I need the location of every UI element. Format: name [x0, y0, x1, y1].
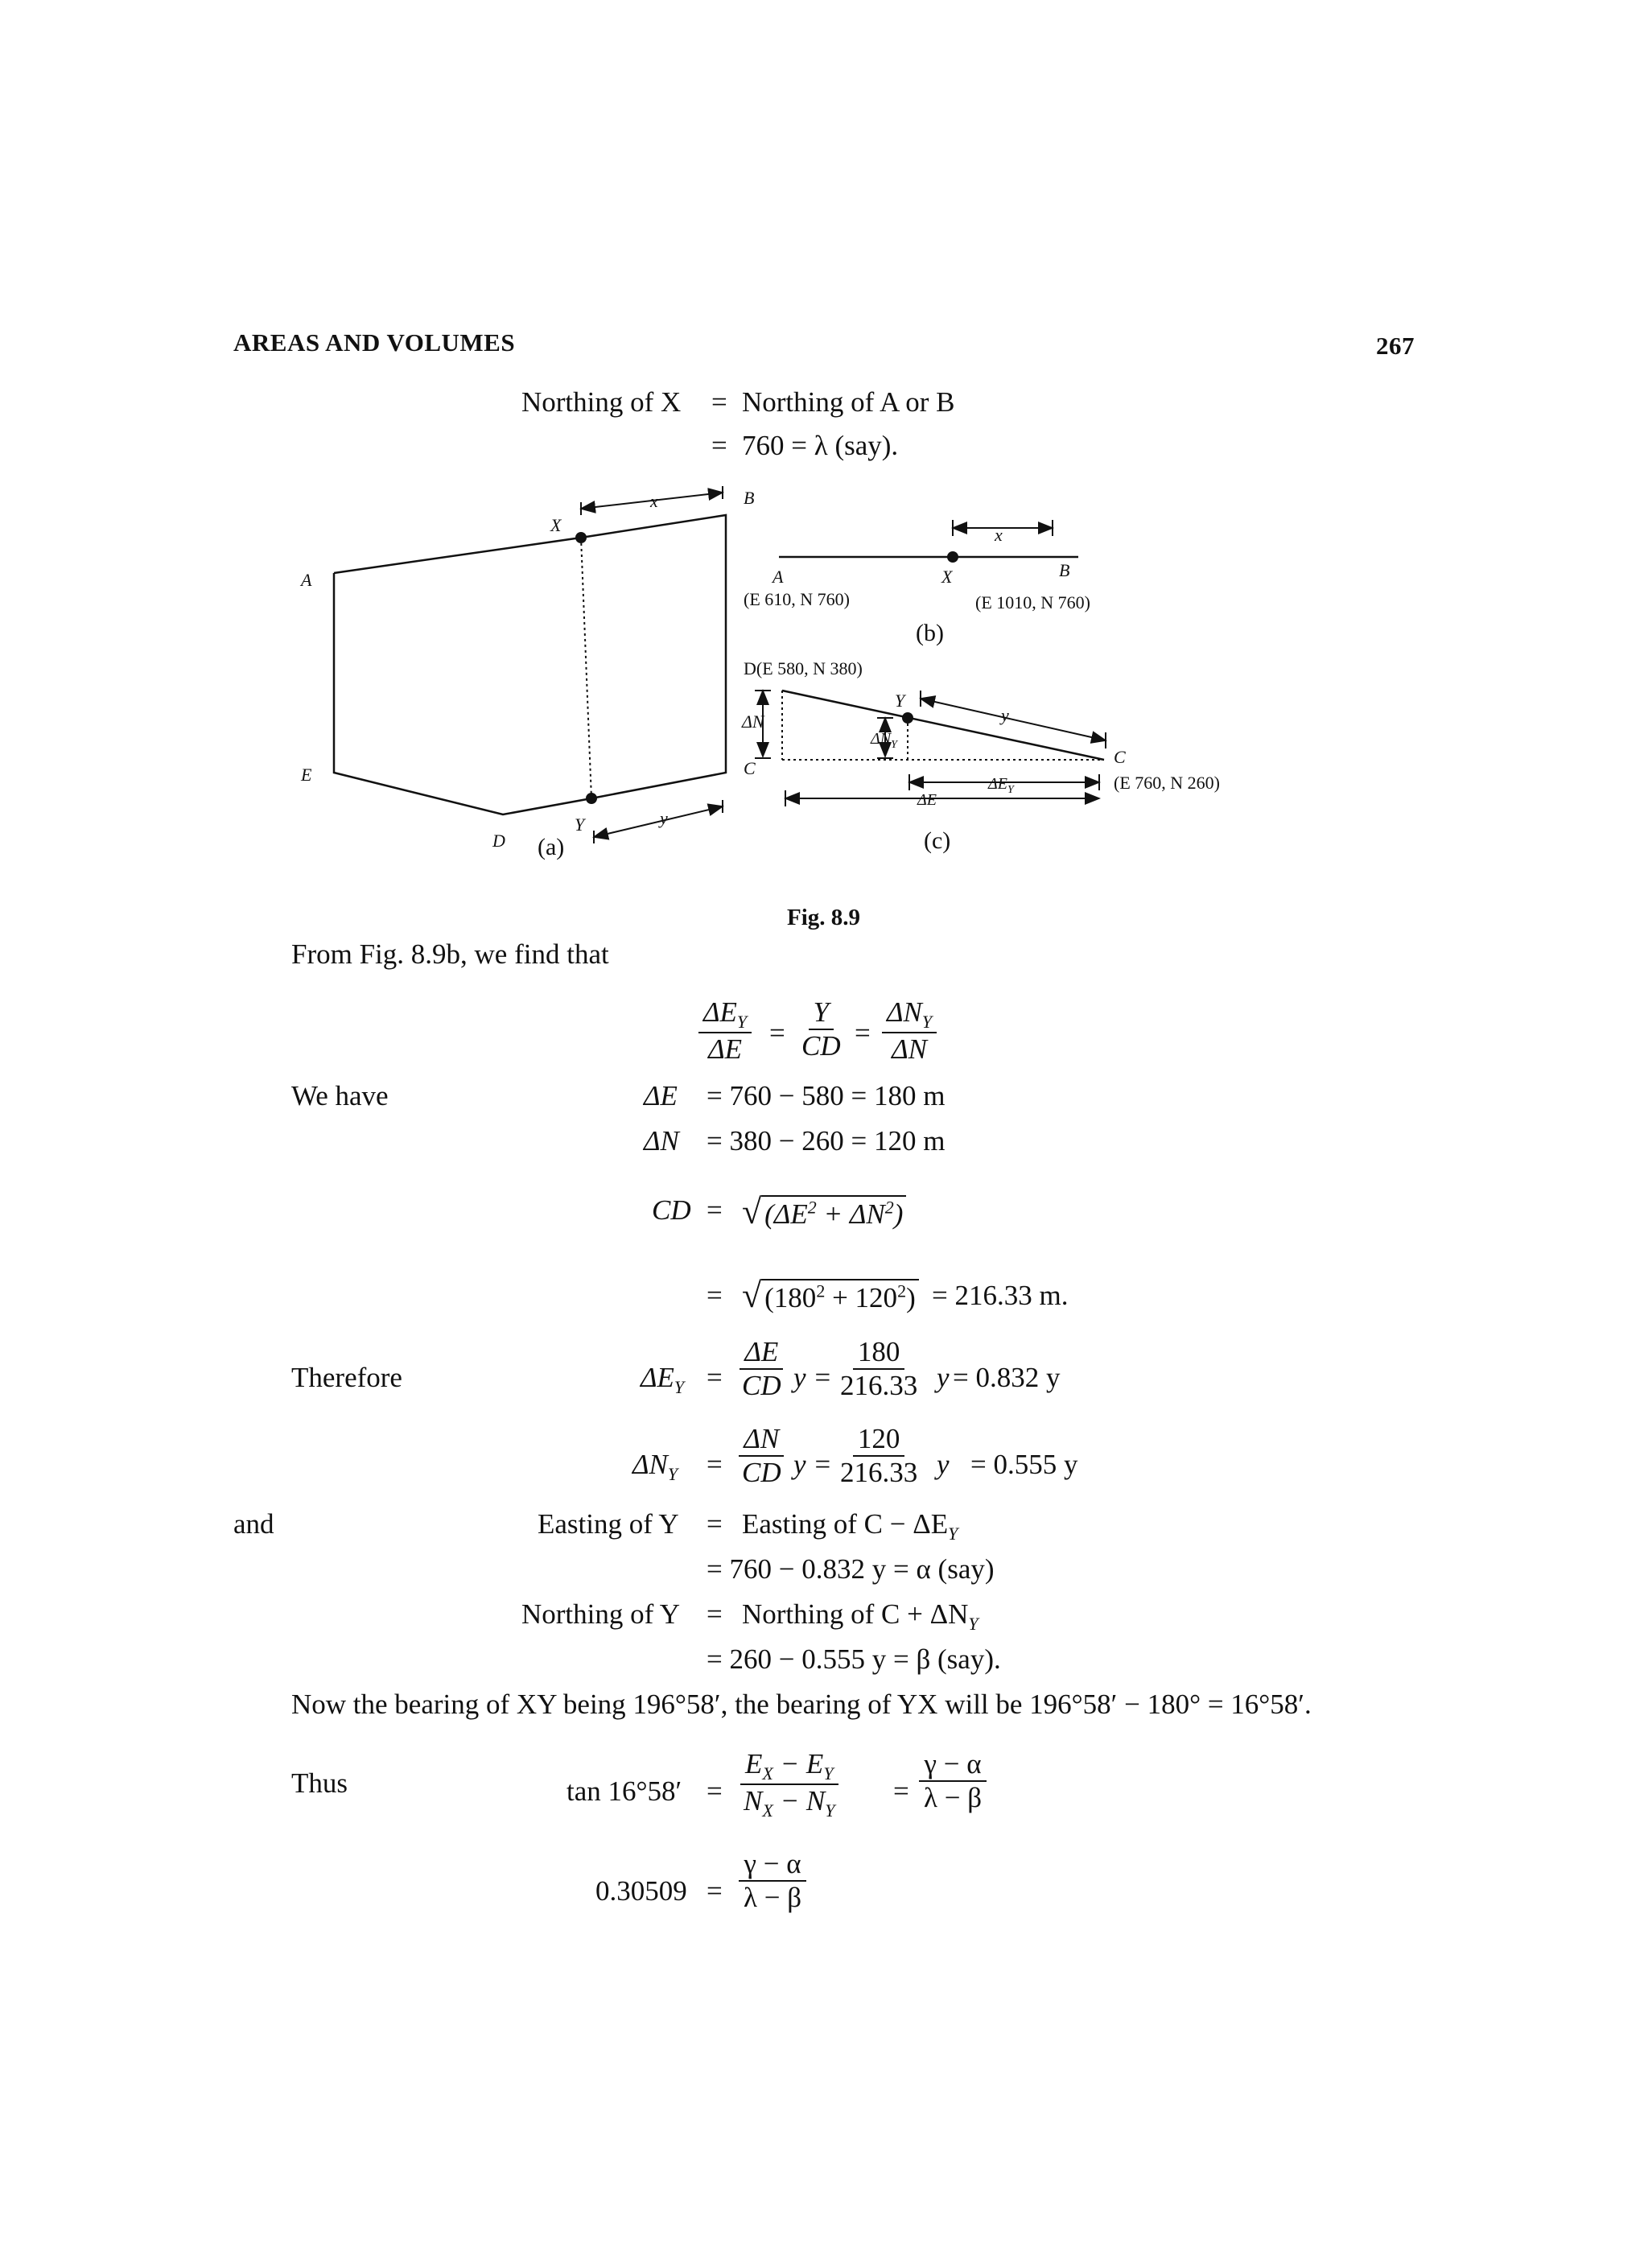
label-b: B [744, 488, 755, 508]
equals-sign: = [711, 386, 727, 418]
from-fig-text: From Fig. 8.9b, we find that [291, 938, 609, 970]
dny-result: = 0.555 y [970, 1449, 1078, 1480]
polygon-a [334, 515, 726, 814]
value-left: 0.30509 [595, 1875, 687, 1907]
frac-gamma-lambda: $\frac{\gamma - \alpha}{\lambda - \beta}$ [919, 1748, 987, 1815]
point-x-a [575, 532, 587, 543]
easting-right: Easting of $C - \Delta E_Y$ [742, 1508, 958, 1544]
label-x-b: X [941, 567, 953, 587]
delta-n-equation: = 380 − 260 = 120 m [707, 1125, 946, 1157]
bearing-sentence: Now the bearing of XY being 196°58′, the bearing of YX will be 196°58′ − 180° = 16°58′. [291, 1689, 1312, 1720]
frac-dn-cd: $\frac{\Delta N}{CD}$ [737, 1423, 786, 1490]
label-a: A [301, 570, 312, 590]
dey-result: = 0.832 y [953, 1362, 1061, 1393]
sqrt-numbers: √ $(180^2 + 120^2)$ [742, 1275, 919, 1316]
panel-a-label: (a) [538, 834, 565, 860]
frac-180-21633: $\frac{180}{216.33}$ [840, 1336, 918, 1402]
delta-e-symbol: ΔE [644, 1080, 678, 1111]
frac-de-cd: $\frac{\Delta E}{CD}$ [737, 1336, 786, 1403]
point-y-a [586, 793, 597, 804]
sqrt-de-dn: √ $(\Delta E^2 + \Delta N^2)$ [742, 1191, 906, 1232]
figure-caption: Fig. 8.9 [787, 905, 861, 930]
lambda-definition: 760 = λ (say). [742, 430, 899, 461]
page-number: 267 [1376, 332, 1415, 360]
northing-x-right: Northing of A or B [742, 386, 955, 418]
delta-ny-label: $\Delta N_Y$ [871, 730, 897, 751]
dim-x: x [650, 491, 658, 511]
and-word: and [233, 1508, 274, 1540]
northing-right: Northing of $C + \Delta N_Y$ [742, 1598, 978, 1634]
coords-b: (E 1010, N 760) [975, 592, 1090, 612]
we-have: We have [291, 1080, 389, 1111]
coords-d: D(E 580, N 380) [744, 658, 863, 678]
panel-c-label: (c) [924, 827, 951, 854]
northing-left: Northing of Y [521, 1598, 681, 1630]
label-y-c: Y [895, 691, 905, 711]
frac-120-21633: $\frac{120}{216.33}$ [840, 1423, 918, 1489]
dotted-xy-line [581, 538, 591, 798]
coords-a: (E 610, N 760) [744, 589, 850, 609]
northing-line2: = 260 − 0.555 y = β (say). [707, 1643, 1001, 1675]
delta-ey-symbol: $\Delta E_Y$ [641, 1362, 685, 1397]
label-y: Y [575, 814, 585, 835]
point-y-c [902, 712, 913, 724]
delta-e-equation: = 760 − 580 = 180 m [707, 1080, 946, 1111]
therefore: Therefore [291, 1362, 402, 1393]
dim-x-b: x [995, 525, 1003, 545]
frac-ex-ey: $\frac{E_X - E_Y}{N_X - N_Y}$ [739, 1748, 840, 1821]
tan-left: tan 16°58′ [566, 1775, 682, 1807]
label-c: C [744, 758, 756, 778]
dim-y-c: y [1001, 705, 1009, 725]
label-e: E [301, 765, 312, 785]
equals-sign: = [711, 430, 727, 461]
panel-b-label: (b) [916, 620, 944, 646]
coords-c: (E 760, N 260) [1114, 773, 1220, 793]
easting-left: Easting of Y [538, 1508, 679, 1540]
delta-n-symbol: ΔN [644, 1125, 679, 1157]
label-b-b: B [1059, 560, 1070, 580]
delta-ny-symbol: $\Delta N_Y$ [632, 1449, 678, 1484]
label-c-c: C [1114, 747, 1126, 767]
frac-dey-de: $\Delta E_Y$ ΔE [698, 996, 752, 1066]
frac-dny-dn: $\Delta N_Y$ ΔN [882, 996, 937, 1066]
figure-8-9 [0, 0, 1648, 901]
running-title: AREAS AND VOLUMES [233, 328, 516, 357]
cd-symbol: CD [652, 1194, 691, 1226]
dim-y: y [660, 808, 668, 828]
delta-e-label: ΔE [917, 791, 937, 809]
label-x: X [550, 515, 562, 535]
frac-y-cd: $\frac{Y}{CD}$ [801, 996, 841, 1062]
northing-x-left: Northing of X [521, 386, 682, 418]
easting-line2: = 760 − 0.832 y = α (say) [707, 1553, 995, 1585]
label-d: D [492, 831, 505, 851]
delta-ey-label: $\Delta E_Y$ [988, 775, 1014, 796]
label-a-b: A [772, 567, 784, 587]
delta-n-label: ΔN [742, 711, 764, 732]
cd-result: = 216.33 m. [932, 1280, 1069, 1311]
point-x-b [947, 551, 958, 563]
thus: Thus [291, 1767, 348, 1799]
frac-gamma-lambda-2: $\frac{\gamma - \alpha}{\lambda - \beta}$ [739, 1848, 806, 1915]
line-dc [782, 691, 1104, 760]
